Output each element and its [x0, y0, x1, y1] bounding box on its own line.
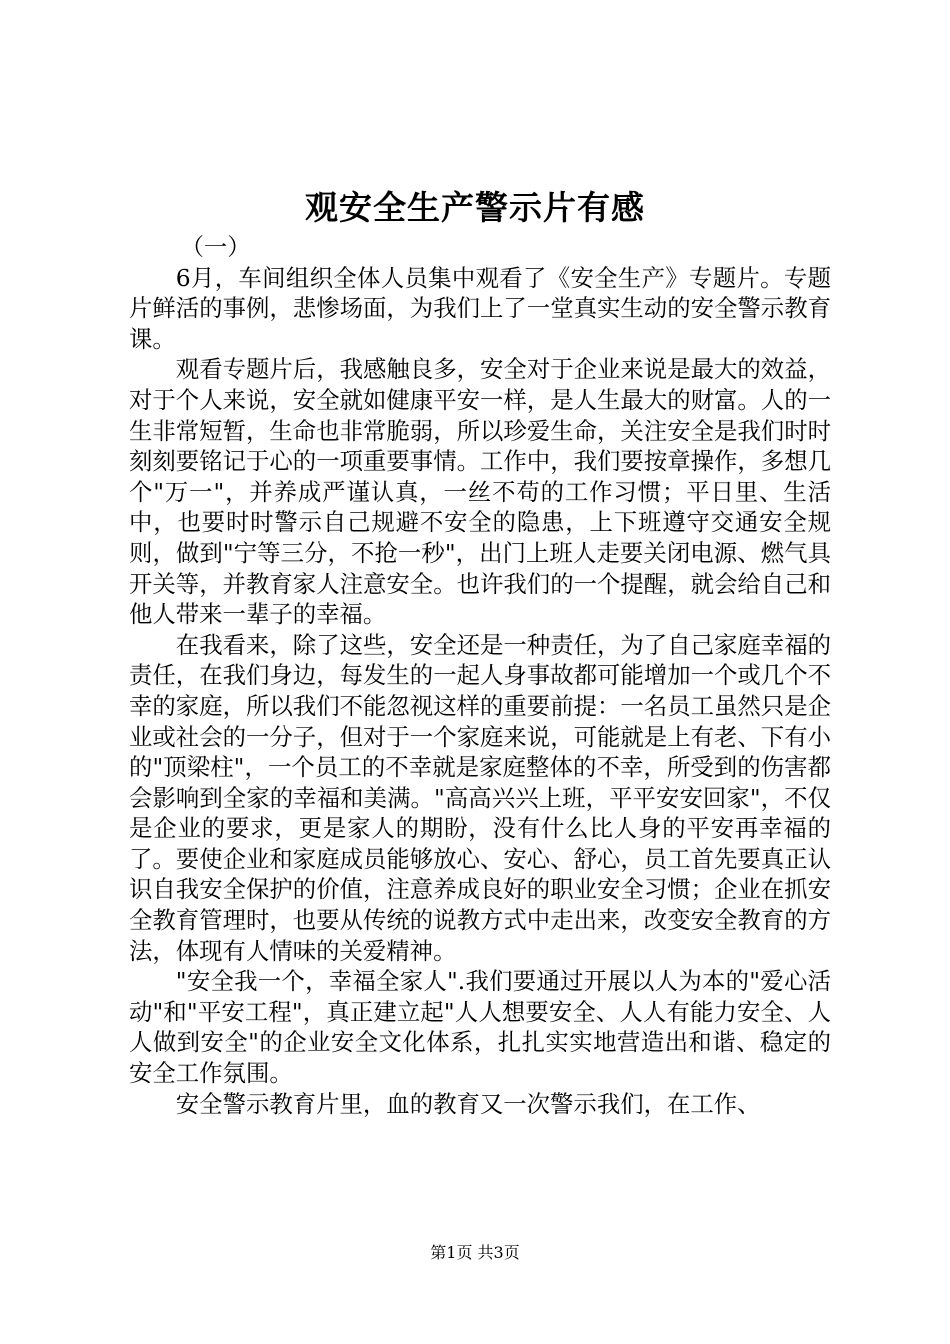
page-title: 观安全生产警示片有感 [305, 188, 645, 227]
paragraph: 观看专题片后，我感触良多，安全对于企业来说是最大的效益，对于个人来说，安全就如健康平安一样，是人生最大的财富。人的一生非常短暂，生命也非常脆弱，所以珍爱生命，关注安全是我们时时刻刻要铭记于心的一项重要事情。工作中，我们要按章操作，多想几个"万一"，并养成严谨认真，一丝不苟的工作习惯；平日里、生活中，也要时时警示自己规避不安全的隐患，上下班遵守交通安全规则，做到"宁等三分，不抢一秒"，出门上班人走要关闭电源、燃气具开关等，并教育家人注意安全。也许我们的一个提醒，就会给自己和他人带来一辈子的幸福。 [129, 355, 831, 629]
document-body [129, 232, 831, 1119]
page-footer: 第1页 共3页 [430, 1243, 520, 1262]
paragraph: 在我看来，除了这些，安全还是一种责任，为了自己家庭幸福的责任，在我们身边，每发生的一起人身事故都可能增加一个或几个不幸的家庭，所以我们不能忽视这样的重要前提：一名员工虽然只是企业或社会的一分子，但对于一个家庭来说，可能就是上有老、下有小的"顶梁柱"，一个员工的不幸就是家庭整体的不幸，所受到的伤害都会影响到全家的幸福和美满。"高高兴兴上班，平平安安回家"，不仅是企业的要求，更是家人的期盼，没有什么比人身的平安再幸福的了。要使企业和家庭成员能够放心、安心、舒心，员工首先要真正认识自我安全保护的价值，注意养成良好的职业安全习惯；企业在抓安全教育管理时，也要从传统的说教方式中走出来，改变安全教育的方法，体现有人情味的关爱精神。 [129, 630, 831, 965]
paragraph: 安全警示教育片里，血的教育又一次警示我们，在工作、 [175, 1089, 761, 1118]
section-heading: （一） [180, 233, 251, 261]
paragraph: "安全我一个，幸福全家人".我们要通过开展以人为本的"爱心活动"和"平安工程"，真正建立起"人人想要安全、人人有能力安全、人人做到安全"的企业安全文化体系，扎扎实实地营造出和谐、稳定的安全工作氛围。 [129, 967, 831, 1088]
paragraph: 6月，车间组织全体人员集中观看了《安全生产》专题片。专题片鲜活的事例，悲惨场面，为我们上了一堂真实生动的安全警示教育课。 [129, 263, 831, 353]
